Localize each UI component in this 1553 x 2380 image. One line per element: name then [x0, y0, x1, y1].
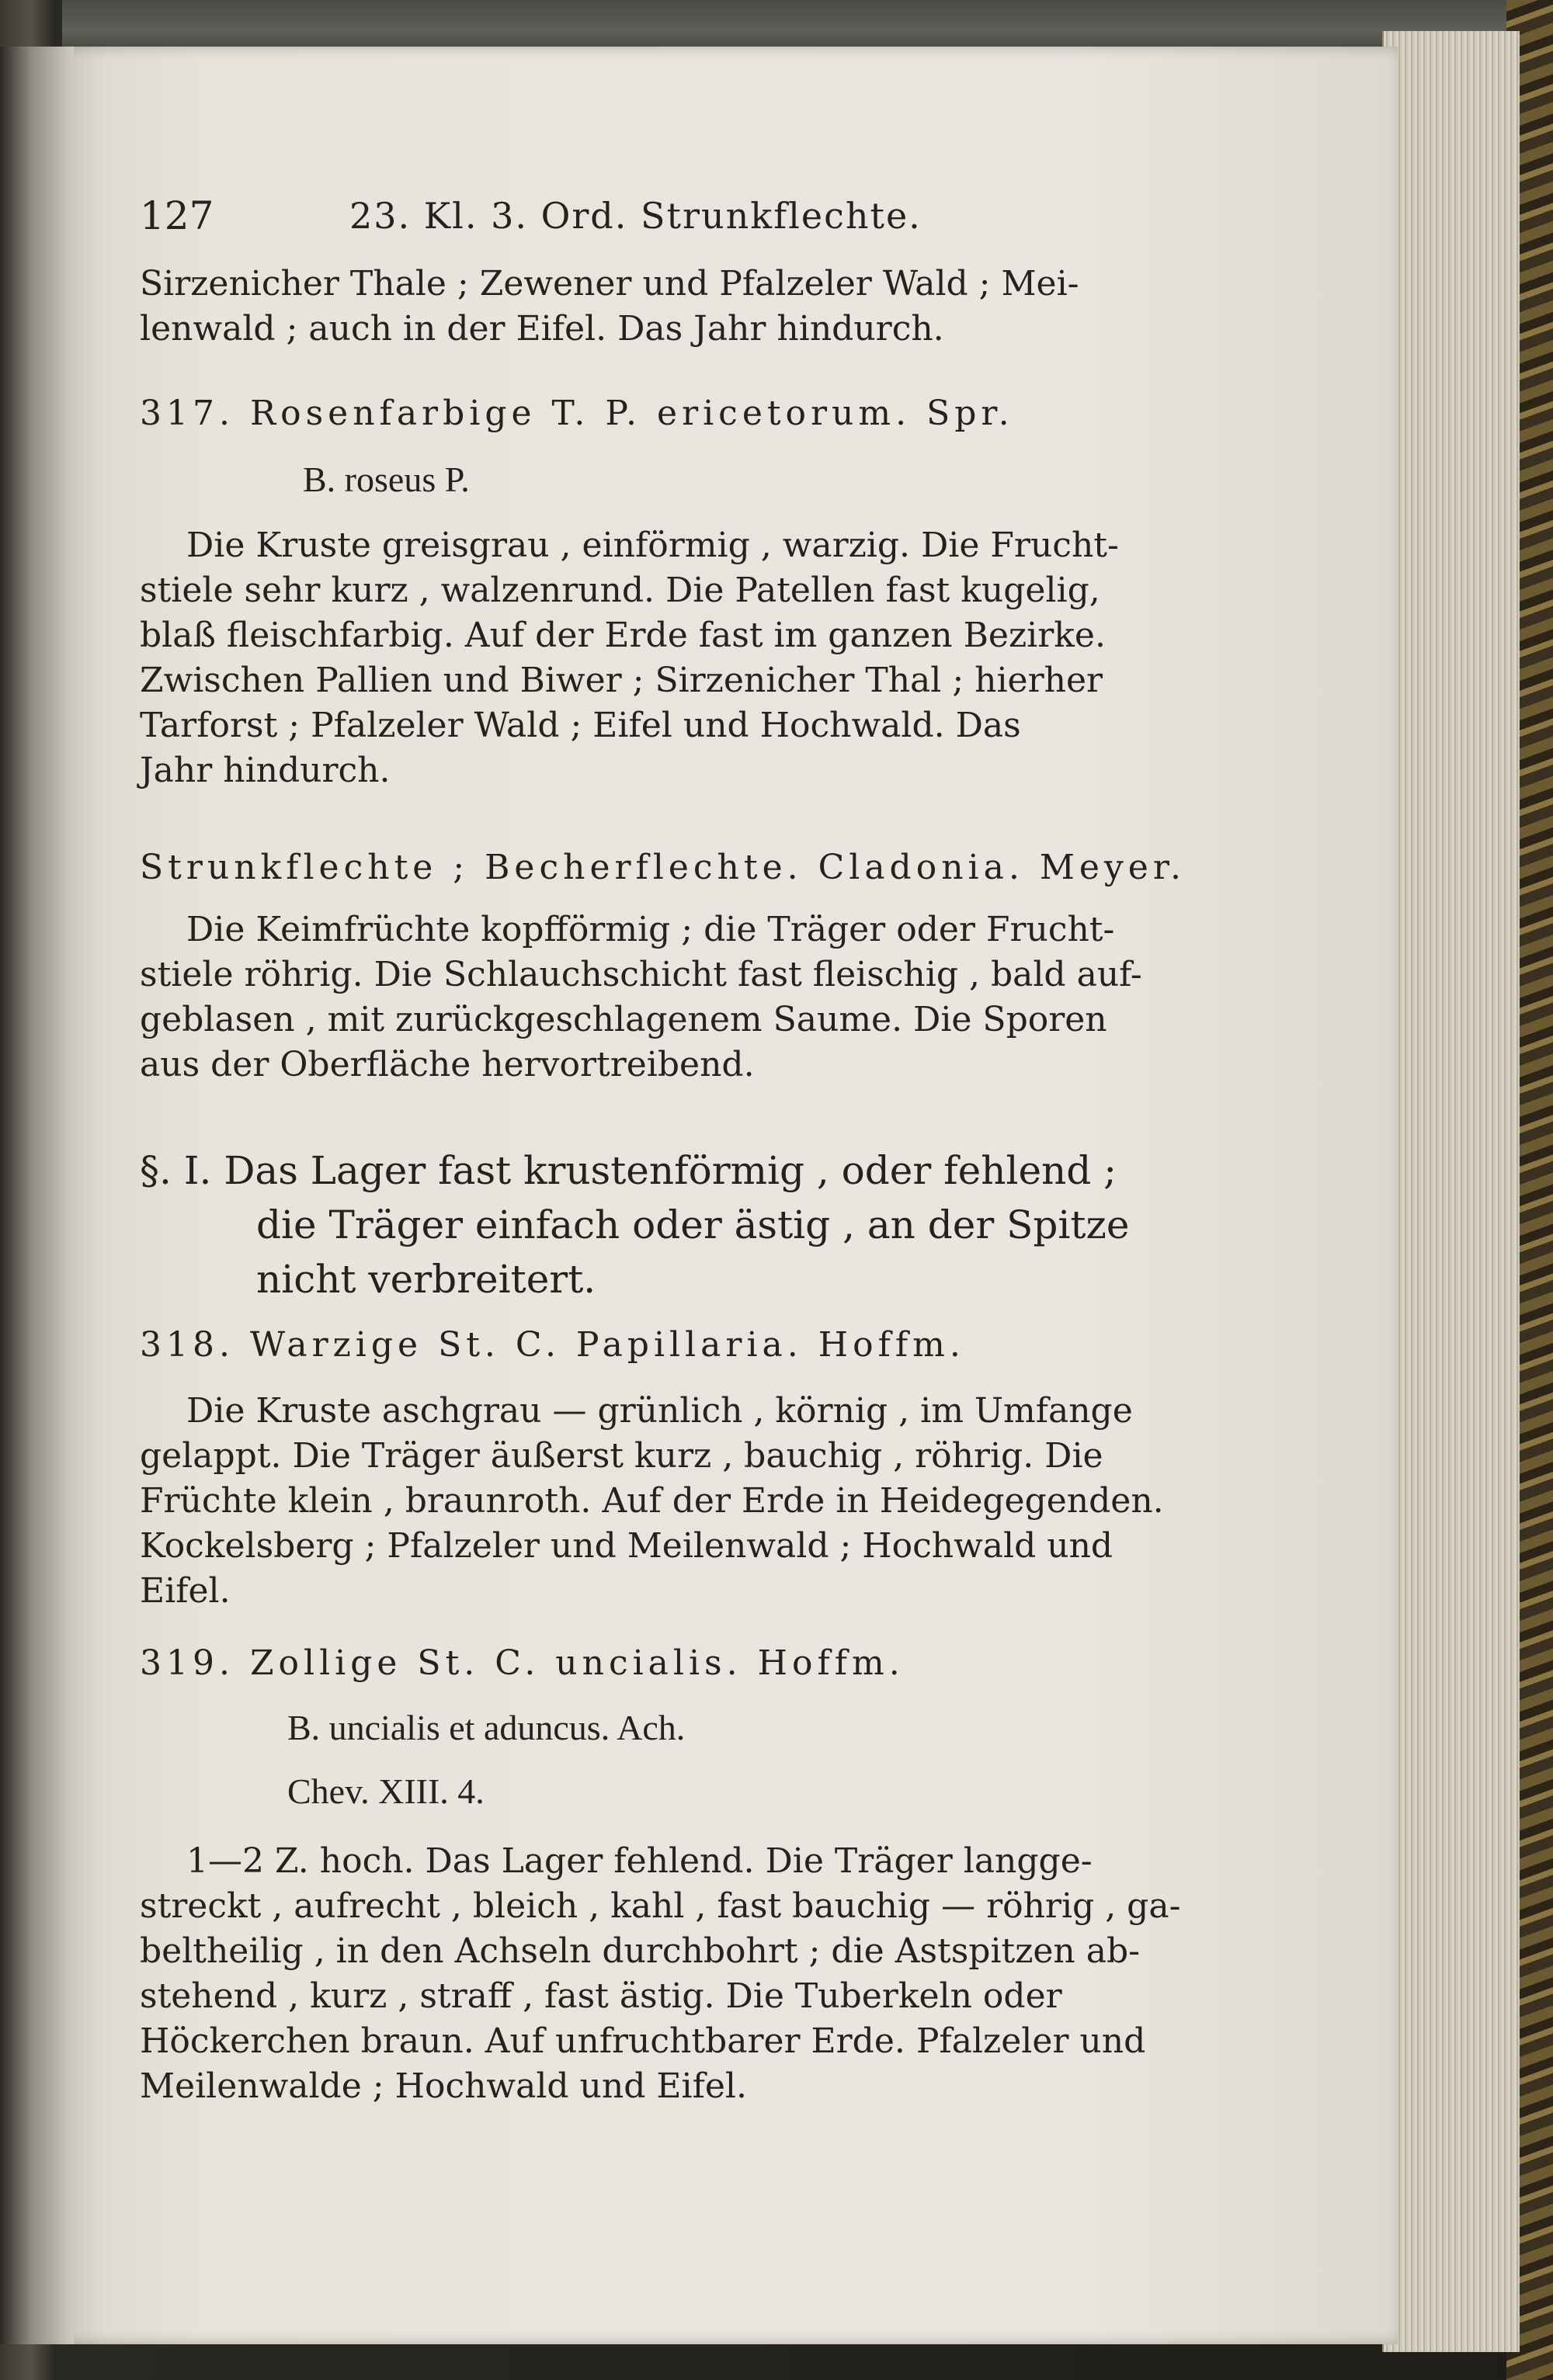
text-line: Tarforst ; Pfalzeler Wald ; Eifel und Hochwald. Das — [140, 706, 1021, 745]
page-number: 127 — [140, 193, 214, 238]
text-line: Die Kruste greisgrau , einförmig , warzig. Die Frucht- — [186, 526, 1119, 565]
text-line: gelappt. Die Träger äußerst kurz , bauchig , röhrig. Die — [140, 1436, 1103, 1476]
text-line: Jahr hindurch. — [140, 751, 391, 790]
left-page-gutter — [0, 47, 74, 2344]
section-heading-cont: die Träger einfach oder ästig , an der Spitze — [256, 1202, 1130, 1247]
page-block-edge — [1382, 31, 1520, 2352]
running-title: 23. Kl. 3. Ord. Strunkflechte. — [349, 195, 922, 237]
section-heading-cont: nicht verbreitert. — [256, 1257, 596, 1302]
section-heading: §. I. Das Lager fast krustenförmig , oder fehlend ; — [140, 1148, 1117, 1193]
text-line: Kockelsberg ; Pfalzeler und Meilenwald ; Hochwald und — [140, 1526, 1114, 1566]
synonym-line: B. roseus P. — [303, 460, 470, 499]
text-line: Eifel. — [140, 1571, 231, 1611]
text-line: geblasen , mit zurückgeschlagenem Saume. Die Sporen — [140, 1000, 1107, 1039]
text-line: Meilenwalde ; Hochwald und Eifel. — [140, 2066, 747, 2106]
synonym-line: B. uncialis et aduncus. Ach. — [287, 1708, 686, 1747]
text-line: blaß fleischfarbig. Auf der Erde fast im ganzen Bezirke. — [140, 616, 1106, 655]
text-line: stiele röhrig. Die Schlauchschicht fast fleischig , bald auf- — [140, 955, 1142, 994]
genus-heading: Strunkflechte ; Becherflechte. Cladonia. Meyer. — [140, 848, 1186, 887]
text-line: aus der Oberfläche hervortreibend. — [140, 1045, 755, 1084]
species-heading-318: 318. Warzige St. C. Papillaria. Hoffm. — [140, 1325, 965, 1365]
text-line: Früchte klein , braunroth. Auf der Erde in Heidegegenden. — [140, 1481, 1164, 1521]
text-line: 1—2 Z. hoch. Das Lager fehlend. Die Träger langge- — [186, 1841, 1093, 1881]
text-line: lenwald ; auch in der Eifel. Das Jahr hindurch. — [140, 309, 944, 349]
text-line: Zwischen Pallien und Biwer ; Sirzenicher Thal ; hierher — [140, 661, 1103, 700]
text-line: beltheilig , in den Achseln durchbohrt ; die Astspitzen ab- — [140, 1931, 1141, 1971]
species-heading-317: 317. Rosenfarbige T. P. ericetorum. Spr. — [140, 394, 1014, 433]
text-line: Die Kruste aschgrau — grünlich , körnig , im Umfange — [186, 1391, 1133, 1431]
species-heading-319: 319. Zollige St. C. uncialis. Hoffm. — [140, 1643, 905, 1683]
text-line: Die Keimfrüchte kopfförmig ; die Träger oder Frucht- — [186, 910, 1115, 949]
text-line: streckt , aufrecht , bleich , kahl , fast bauchig — röhrig , ga- — [140, 1886, 1181, 1926]
text-line: stiele sehr kurz , walzenrund. Die Patellen fast kugelig, — [140, 571, 1100, 610]
text-line: stehend , kurz , straff , fast ästig. Die Tuberkeln oder — [140, 1976, 1062, 2016]
text-line: Höckerchen braun. Auf unfruchtbarer Erde. Pfalzeler und — [140, 2021, 1146, 2061]
text-line: Sirzenicher Thale ; Zewener und Pfalzeler Wald ; Mei- — [140, 264, 1079, 304]
reference-line: Chev. XIII. 4. — [287, 1771, 485, 1811]
